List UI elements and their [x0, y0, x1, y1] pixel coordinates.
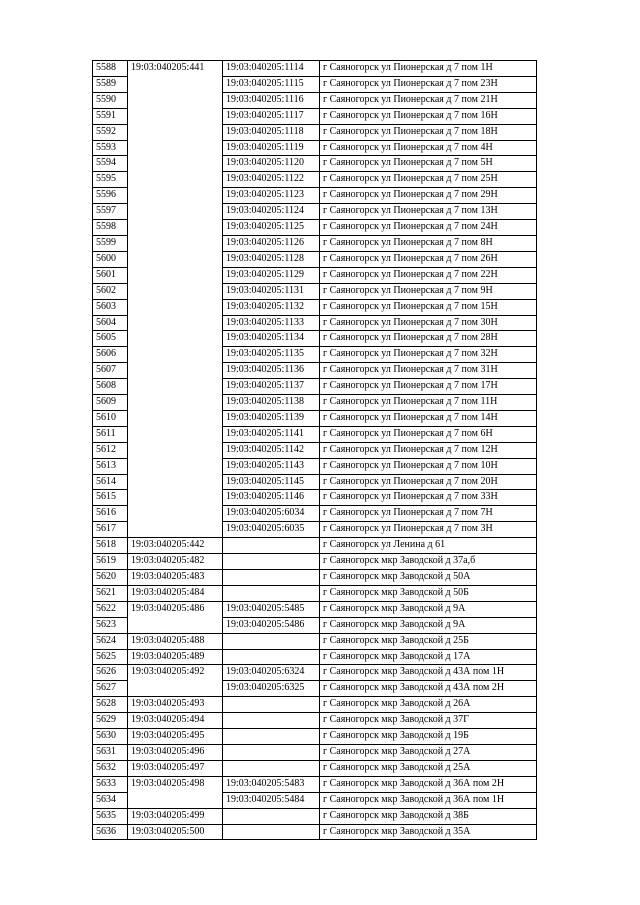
row-number-cell: 5616	[93, 506, 128, 522]
row-number-cell: 5631	[93, 744, 128, 760]
row-number-cell: 5618	[93, 538, 128, 554]
cadastral-number-cell: 19:03:040205:1116	[223, 92, 320, 108]
row-number-cell: 5636	[93, 824, 128, 840]
parent-cadastral-cell: 19:03:040205:497	[128, 760, 223, 776]
cadastral-number-cell: 19:03:040205:1117	[223, 108, 320, 124]
cadastral-number-cell: 19:03:040205:1114	[223, 61, 320, 77]
cadastral-number-cell: 19:03:040205:1125	[223, 220, 320, 236]
row-number-cell: 5628	[93, 697, 128, 713]
row-number-cell: 5622	[93, 601, 128, 617]
address-cell: г Саяногорск мкр Заводской д 50Б	[320, 585, 537, 601]
table-row	[93, 538, 537, 554]
row-number-cell: 5594	[93, 156, 128, 172]
address-cell: г Саяногорск мкр Заводской д 37а,б	[320, 554, 537, 570]
cadastral-number-cell	[223, 744, 320, 760]
parent-cadastral-cell: 19:03:040205:495	[128, 729, 223, 745]
row-number-cell: 5604	[93, 315, 128, 331]
address-cell: г Саяногорск мкр Заводской д 43А пом 1Н	[320, 665, 537, 681]
table-row	[93, 760, 537, 776]
row-number-cell: 5588	[93, 61, 128, 77]
row-number-cell: 5593	[93, 140, 128, 156]
row-number-cell: 5624	[93, 633, 128, 649]
address-cell: г Саяногорск ул Пионерская д 7 пом 28Н	[320, 331, 537, 347]
parent-cadastral-cell: 19:03:040205:500	[128, 824, 223, 840]
row-number-cell: 5627	[93, 681, 128, 697]
cadastral-number-cell: 19:03:040205:6035	[223, 522, 320, 538]
cadastral-number-cell: 19:03:040205:1145	[223, 474, 320, 490]
table-row	[93, 585, 537, 601]
cadastral-number-cell: 19:03:040205:1132	[223, 299, 320, 315]
parent-cadastral-cell: 19:03:040205:489	[128, 649, 223, 665]
row-number-cell: 5606	[93, 347, 128, 363]
row-number-cell: 5601	[93, 267, 128, 283]
table-row	[93, 744, 537, 760]
address-cell: г Саяногорск ул Пионерская д 7 пом 8Н	[320, 235, 537, 251]
address-cell: г Саяногорск мкр Заводской д 36А пом 2Н	[320, 776, 537, 792]
cadastral-number-cell: 19:03:040205:6034	[223, 506, 320, 522]
address-cell: г Саяногорск ул Пионерская д 7 пом 9Н	[320, 283, 537, 299]
address-cell: г Саяногорск ул Пионерская д 7 пом 29Н	[320, 188, 537, 204]
cadastral-number-cell: 19:03:040205:1133	[223, 315, 320, 331]
cadastral-number-cell	[223, 649, 320, 665]
address-cell: г Саяногорск ул Пионерская д 7 пом 18Н	[320, 124, 537, 140]
row-number-cell: 5613	[93, 458, 128, 474]
row-number-cell: 5597	[93, 204, 128, 220]
address-cell: г Саяногорск мкр Заводской д 25А	[320, 760, 537, 776]
address-cell: г Саяногорск ул Пионерская д 7 пом 33Н	[320, 490, 537, 506]
address-cell: г Саяногорск ул Пионерская д 7 пом 14Н	[320, 410, 537, 426]
address-cell: г Саяногорск мкр Заводской д 26А	[320, 697, 537, 713]
row-number-cell: 5625	[93, 649, 128, 665]
cadastral-number-cell: 19:03:040205:6324	[223, 665, 320, 681]
address-cell: г Саяногорск ул Пионерская д 7 пом 23Н	[320, 76, 537, 92]
address-cell: г Саяногорск ул Пионерская д 7 пом 5Н	[320, 156, 537, 172]
address-cell: г Саяногорск ул Пионерская д 7 пом 15Н	[320, 299, 537, 315]
address-cell: г Саяногорск ул Пионерская д 7 пом 16Н	[320, 108, 537, 124]
cadastral-number-cell	[223, 585, 320, 601]
row-number-cell: 5630	[93, 729, 128, 745]
row-number-cell: 5600	[93, 251, 128, 267]
row-number-cell: 5595	[93, 172, 128, 188]
address-cell: г Саяногорск ул Пионерская д 7 пом 22Н	[320, 267, 537, 283]
row-number-cell: 5605	[93, 331, 128, 347]
row-number-cell: 5609	[93, 395, 128, 411]
table-row	[93, 665, 537, 681]
address-cell: г Саяногорск ул Пионерская д 7 пом 3Н	[320, 522, 537, 538]
row-number-cell: 5629	[93, 713, 128, 729]
cadastral-number-cell: 19:03:040205:1123	[223, 188, 320, 204]
parent-cadastral-cell: 19:03:040205:496	[128, 744, 223, 760]
cadastral-number-cell	[223, 633, 320, 649]
cadastral-number-cell: 19:03:040205:1129	[223, 267, 320, 283]
address-cell: г Саяногорск ул Пионерская д 7 пом 24Н	[320, 220, 537, 236]
address-cell: г Саяногорск мкр Заводской д 38Б	[320, 808, 537, 824]
cadastral-number-cell: 19:03:040205:1122	[223, 172, 320, 188]
cadastral-number-cell: 19:03:040205:1119	[223, 140, 320, 156]
row-number-cell: 5610	[93, 410, 128, 426]
cadastral-number-cell: 19:03:040205:5484	[223, 792, 320, 808]
row-number-cell: 5617	[93, 522, 128, 538]
parent-cadastral-cell: 19:03:040205:494	[128, 713, 223, 729]
row-number-cell: 5592	[93, 124, 128, 140]
address-cell: г Саяногорск ул Пионерская д 7 пом 21Н	[320, 92, 537, 108]
row-number-cell: 5589	[93, 76, 128, 92]
row-number-cell: 5621	[93, 585, 128, 601]
address-cell: г Саяногорск ул Пионерская д 7 пом 4Н	[320, 140, 537, 156]
address-cell: г Саяногорск мкр Заводской д 19Б	[320, 729, 537, 745]
row-number-cell: 5598	[93, 220, 128, 236]
cadastral-number-cell: 19:03:040205:1135	[223, 347, 320, 363]
address-cell: г Саяногорск мкр Заводской д 35А	[320, 824, 537, 840]
row-number-cell: 5612	[93, 442, 128, 458]
cadastral-number-cell: 19:03:040205:1138	[223, 395, 320, 411]
cadastral-number-cell: 19:03:040205:1146	[223, 490, 320, 506]
table-row	[93, 61, 537, 77]
table-row	[93, 570, 537, 586]
cadastral-number-cell: 19:03:040205:1139	[223, 410, 320, 426]
cadastral-number-cell: 19:03:040205:1126	[223, 235, 320, 251]
address-cell: г Саяногорск мкр Заводской д 17А	[320, 649, 537, 665]
row-number-cell: 5591	[93, 108, 128, 124]
cadastral-number-cell: 19:03:040205:1128	[223, 251, 320, 267]
parent-cadastral-cell: 19:03:040205:498	[128, 776, 223, 808]
table-row	[93, 713, 537, 729]
row-number-cell: 5611	[93, 426, 128, 442]
row-number-cell: 5607	[93, 363, 128, 379]
registry-table	[92, 60, 537, 840]
registry-table-body	[93, 61, 537, 840]
cadastral-number-cell: 19:03:040205:1115	[223, 76, 320, 92]
table-row	[93, 729, 537, 745]
address-cell: г Саяногорск мкр Заводской д 36А пом 1Н	[320, 792, 537, 808]
cadastral-number-cell: 19:03:040205:1124	[223, 204, 320, 220]
parent-cadastral-cell: 19:03:040205:483	[128, 570, 223, 586]
cadastral-number-cell	[223, 697, 320, 713]
address-cell: г Саяногорск мкр Заводской д 50А	[320, 570, 537, 586]
cadastral-number-cell	[223, 713, 320, 729]
address-cell: г Саяногорск ул Пионерская д 7 пом 10Н	[320, 458, 537, 474]
parent-cadastral-cell: 19:03:040205:492	[128, 665, 223, 697]
table-row	[93, 649, 537, 665]
row-number-cell: 5635	[93, 808, 128, 824]
row-number-cell: 5620	[93, 570, 128, 586]
address-cell: г Саяногорск ул Пионерская д 7 пом 13Н	[320, 204, 537, 220]
row-number-cell: 5623	[93, 617, 128, 633]
parent-cadastral-cell: 19:03:040205:486	[128, 601, 223, 633]
table-row	[93, 808, 537, 824]
row-number-cell: 5599	[93, 235, 128, 251]
cadastral-number-cell: 19:03:040205:1141	[223, 426, 320, 442]
cadastral-number-cell: 19:03:040205:5485	[223, 601, 320, 617]
cadastral-number-cell: 19:03:040205:1136	[223, 363, 320, 379]
cadastral-number-cell	[223, 538, 320, 554]
address-cell: г Саяногорск ул Пионерская д 7 пом 1Н	[320, 61, 537, 77]
cadastral-number-cell	[223, 729, 320, 745]
cadastral-number-cell	[223, 824, 320, 840]
cadastral-number-cell	[223, 570, 320, 586]
address-cell: г Саяногорск ул Пионерская д 7 пом 7Н	[320, 506, 537, 522]
address-cell: г Саяногорск мкр Заводской д 9А	[320, 601, 537, 617]
row-number-cell: 5614	[93, 474, 128, 490]
parent-cadastral-cell: 19:03:040205:482	[128, 554, 223, 570]
parent-cadastral-cell: 19:03:040205:484	[128, 585, 223, 601]
cadastral-number-cell: 19:03:040205:1120	[223, 156, 320, 172]
cadastral-number-cell: 19:03:040205:5486	[223, 617, 320, 633]
table-row	[93, 824, 537, 840]
row-number-cell: 5626	[93, 665, 128, 681]
address-cell: г Саяногорск ул Пионерская д 7 пом 31Н	[320, 363, 537, 379]
address-cell: г Саяногорск мкр Заводской д 27А	[320, 744, 537, 760]
row-number-cell: 5602	[93, 283, 128, 299]
table-row	[93, 697, 537, 713]
table-row	[93, 601, 537, 617]
cadastral-number-cell: 19:03:040205:5483	[223, 776, 320, 792]
address-cell: г Саяногорск мкр Заводской д 37Г	[320, 713, 537, 729]
cadastral-number-cell: 19:03:040205:1131	[223, 283, 320, 299]
cadastral-number-cell: 19:03:040205:1142	[223, 442, 320, 458]
row-number-cell: 5596	[93, 188, 128, 204]
cadastral-number-cell: 19:03:040205:1134	[223, 331, 320, 347]
address-cell: г Саяногорск ул Пионерская д 7 пом 12Н	[320, 442, 537, 458]
parent-cadastral-cell: 19:03:040205:442	[128, 538, 223, 554]
table-row	[93, 554, 537, 570]
row-number-cell: 5634	[93, 792, 128, 808]
cadastral-number-cell: 19:03:040205:1137	[223, 379, 320, 395]
address-cell: г Саяногорск ул Пионерская д 7 пом 30Н	[320, 315, 537, 331]
address-cell: г Саяногорск ул Пионерская д 7 пом 25Н	[320, 172, 537, 188]
row-number-cell: 5632	[93, 760, 128, 776]
cadastral-number-cell	[223, 808, 320, 824]
address-cell: г Саяногорск мкр Заводской д 9А	[320, 617, 537, 633]
address-cell: г Саяногорск ул Ленина д 61	[320, 538, 537, 554]
parent-cadastral-cell: 19:03:040205:488	[128, 633, 223, 649]
parent-cadastral-cell: 19:03:040205:499	[128, 808, 223, 824]
address-cell: г Саяногорск ул Пионерская д 7 пом 6Н	[320, 426, 537, 442]
cadastral-number-cell: 19:03:040205:1118	[223, 124, 320, 140]
parent-cadastral-cell: 19:03:040205:441	[128, 61, 223, 538]
address-cell: г Саяногорск ул Пионерская д 7 пом 26Н	[320, 251, 537, 267]
table-row	[93, 633, 537, 649]
address-cell: г Саяногорск ул Пионерская д 7 пом 11Н	[320, 395, 537, 411]
row-number-cell: 5603	[93, 299, 128, 315]
row-number-cell: 5608	[93, 379, 128, 395]
row-number-cell: 5619	[93, 554, 128, 570]
parent-cadastral-cell: 19:03:040205:493	[128, 697, 223, 713]
address-cell: г Саяногорск мкр Заводской д 25Б	[320, 633, 537, 649]
address-cell: г Саяногорск ул Пионерская д 7 пом 17Н	[320, 379, 537, 395]
table-row	[93, 776, 537, 792]
cadastral-number-cell	[223, 760, 320, 776]
address-cell: г Саяногорск ул Пионерская д 7 пом 20Н	[320, 474, 537, 490]
cadastral-number-cell	[223, 554, 320, 570]
cadastral-number-cell: 19:03:040205:1143	[223, 458, 320, 474]
row-number-cell: 5590	[93, 92, 128, 108]
cadastral-number-cell: 19:03:040205:6325	[223, 681, 320, 697]
row-number-cell: 5615	[93, 490, 128, 506]
address-cell: г Саяногорск мкр Заводской д 43А пом 2Н	[320, 681, 537, 697]
address-cell: г Саяногорск ул Пионерская д 7 пом 32Н	[320, 347, 537, 363]
row-number-cell: 5633	[93, 776, 128, 792]
